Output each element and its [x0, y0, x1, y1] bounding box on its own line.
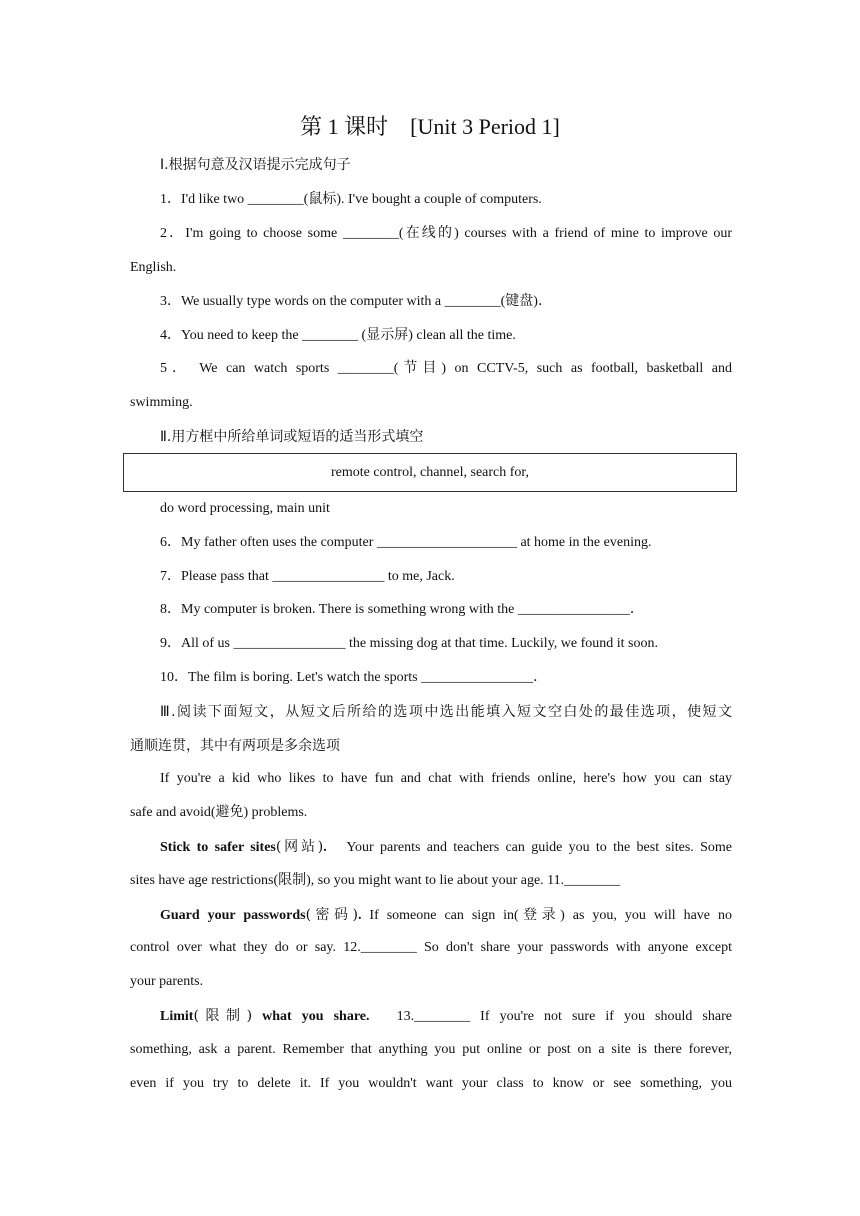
passage-p2-cont: sites have age restrictions(限制), so you might want to lie about your age. 11.________ — [130, 873, 621, 888]
passage-p4 — [160, 1006, 732, 1027]
question-2: 2．I'm going to choose some ________(在线的) courses with a friend of mine to improve our — [160, 226, 732, 241]
question-5-cont: swimming. — [130, 395, 193, 410]
question-2-cont: English. — [130, 260, 177, 275]
p2-dot: . — [323, 840, 327, 855]
p3-cn: (密码) — [305, 907, 358, 923]
section1-heading: Ⅰ.根据句意及汉语提示完成句子 — [160, 157, 351, 173]
passage-p4-cont2: even if you try to delete it. If you wouldn't want your class to know or see something, you — [130, 1076, 732, 1091]
question-7: 7．Please pass that ________________ to me, Jack. — [160, 569, 455, 584]
p4-bold-2: what you share. — [252, 1009, 370, 1024]
p4-bold: Limit — [160, 1009, 194, 1024]
page-title: 第 1 课时 [Unit 3 Period 1] — [300, 114, 560, 139]
word-box: remote control, channel, search for, — [123, 453, 737, 492]
p3-dot: . — [357, 908, 362, 923]
passage-p3-cont: control over what they do or say. 12.________ So don't share your passwords with anyone except — [130, 940, 732, 955]
question-6: 6．My father often uses the computer ____________________ at home in the evening. — [160, 535, 652, 550]
question-10: 10．The film is boring. Let's watch the sports ________________． — [160, 670, 548, 685]
p4-rest: 13.________ If you're not sure if you should share — [369, 1009, 732, 1024]
word-box-cont: do word processing, main unit — [160, 501, 330, 516]
p3-bold: Guard your passwords — [160, 908, 306, 923]
question-5: 5． We can watch sports ________(节目) on CCTV-5, such as football, basketball and — [160, 361, 732, 376]
question-8: 8．My computer is broken. There is something wrong with the ________________． — [160, 602, 644, 617]
passage-p1: If you're a kid who likes to have fun and chat with friends online, here's how you can stay — [160, 771, 732, 786]
p2-bold: Stick to safer sites — [160, 840, 276, 855]
passage-p2 — [160, 837, 732, 858]
section2-heading: Ⅱ.用方框中所给单词或短语的适当形式填空 — [160, 429, 424, 445]
passage-p4-cont: something, ask a parent. Remember that anything you put online or post on a site is there forever, — [130, 1042, 732, 1057]
question-4: 4．You need to keep the ________ (显示屏) clean all the time. — [160, 328, 516, 343]
p2-cn: (网站) — [275, 839, 324, 855]
p4-cn: (限制) — [193, 1008, 253, 1024]
p2-rest: Your parents and teachers can guide you to the best sites. Some — [326, 840, 732, 855]
passage-p3-cont2: your parents. — [130, 974, 204, 989]
passage-p3 — [160, 905, 732, 926]
section3-heading: Ⅲ.阅读下面短文，从短文后所给的选项中选出能填入短文空白处的最佳选项，使短文 — [160, 704, 732, 720]
passage-p1-cont: safe and avoid(避免) problems. — [130, 805, 308, 820]
p3-rest: If someone can sign in(登录) as you, you will have no — [361, 908, 732, 923]
question-3: 3．We usually type words on the computer with a ________(键盘)． — [160, 294, 552, 309]
question-1: 1．I'd like two ________(鼠标). I've bought a couple of computers. — [160, 192, 542, 207]
section3-heading-cont: 通顺连贯，其中有两项是多余选项 — [130, 738, 340, 754]
question-9: 9．All of us ________________ the missing dog at that time. Luckily, we found it soon. — [160, 636, 658, 651]
